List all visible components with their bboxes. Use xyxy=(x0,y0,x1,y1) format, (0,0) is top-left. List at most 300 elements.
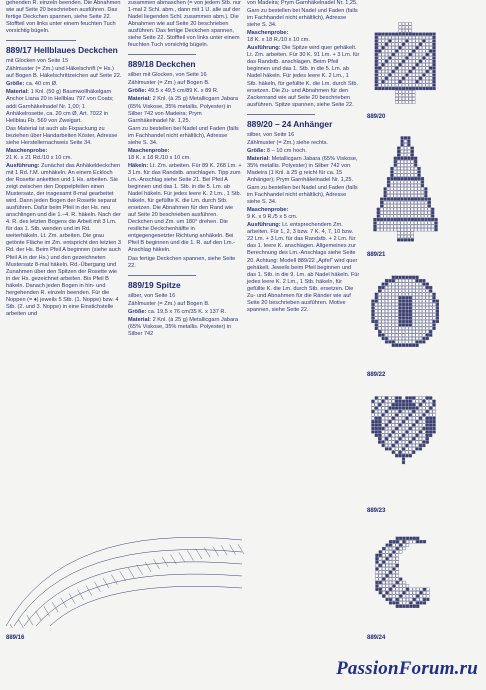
chart-cell xyxy=(397,147,400,150)
chart-cell xyxy=(396,540,399,543)
chart-cell xyxy=(416,414,419,417)
chart-cell xyxy=(406,537,409,540)
chart-cell xyxy=(414,208,417,211)
chart-cell xyxy=(376,581,379,584)
chart-cell xyxy=(428,205,431,208)
chart-cell xyxy=(392,444,395,447)
chart-cell xyxy=(392,317,395,320)
chart-cell xyxy=(399,327,402,330)
chart-cell xyxy=(426,67,429,70)
chart-cell xyxy=(395,444,398,447)
chart-cell xyxy=(401,174,404,177)
chart-cell xyxy=(425,188,428,191)
filet-chart-889-20 xyxy=(371,22,441,104)
chart-cell xyxy=(399,585,402,588)
chart-cell xyxy=(416,63,419,66)
chart-cell xyxy=(425,215,428,218)
chart-cell xyxy=(408,167,411,170)
chart-cell xyxy=(389,60,392,63)
chart-cell xyxy=(392,334,395,337)
chart-cell xyxy=(399,91,402,94)
chart-cell xyxy=(416,60,419,63)
chart-cell xyxy=(402,454,405,457)
chart-cell xyxy=(409,307,412,310)
chart-cell xyxy=(433,80,436,83)
chart-cell xyxy=(399,424,402,427)
separator xyxy=(128,275,196,276)
chart-cell xyxy=(399,324,402,327)
chart-cell xyxy=(427,591,430,594)
column-2 xyxy=(128,0,242,339)
chart-cell xyxy=(404,157,407,160)
chart-cell xyxy=(385,296,388,299)
chart-cell xyxy=(416,410,419,413)
chart-cell xyxy=(409,410,412,413)
chart-cell xyxy=(372,427,375,430)
chart-cell xyxy=(402,303,405,306)
chart-cell xyxy=(375,407,378,410)
chart-cell xyxy=(384,208,387,211)
chart-cell xyxy=(426,317,429,320)
chart-cell xyxy=(375,60,378,63)
chart-cell xyxy=(397,228,400,231)
chart-cell xyxy=(416,283,419,286)
chart-cell xyxy=(404,228,407,231)
chart-cell xyxy=(409,43,412,46)
chart-cell xyxy=(382,307,385,310)
chart-cell xyxy=(389,547,392,550)
chart-cell xyxy=(423,330,426,333)
chart-cell xyxy=(423,57,426,60)
chart-cell xyxy=(380,205,383,208)
chart-cell xyxy=(385,57,388,60)
chart-cell xyxy=(408,208,411,211)
chart-cell xyxy=(386,544,389,547)
chart-cell xyxy=(418,208,421,211)
chart-cell xyxy=(392,341,395,344)
chart-cell xyxy=(385,84,388,87)
chart-cell xyxy=(394,188,397,191)
chart-cell xyxy=(436,310,439,313)
chart-cell xyxy=(382,337,385,340)
chart-cell xyxy=(426,53,429,56)
chart-cell xyxy=(397,208,400,211)
chart-cell xyxy=(436,307,439,310)
chart-cell xyxy=(418,181,421,184)
chart-cell xyxy=(399,101,402,104)
chart-cell xyxy=(406,94,409,97)
chart-cell xyxy=(433,57,436,60)
stitch-symbol xyxy=(103,578,109,588)
chart-cell xyxy=(392,451,395,454)
chart-cell xyxy=(382,80,385,83)
chart-cell xyxy=(378,290,381,293)
chart-cell xyxy=(412,36,415,39)
chart-cell xyxy=(402,84,405,87)
chart-cell xyxy=(399,23,402,26)
chart-cell xyxy=(423,43,426,46)
chart-cell xyxy=(429,50,432,53)
chart-cell xyxy=(419,427,422,430)
chart-cell xyxy=(429,424,432,427)
chart-cell xyxy=(402,407,405,410)
chart-cell xyxy=(397,215,400,218)
chart-cell xyxy=(416,595,419,598)
chart-cell xyxy=(414,205,417,208)
chart-cell xyxy=(391,174,394,177)
chart-cell xyxy=(393,581,396,584)
chart-cell xyxy=(392,344,395,347)
chart-cell xyxy=(382,434,385,437)
chart-cell xyxy=(387,181,390,184)
chart-cell xyxy=(401,147,404,150)
chart-cell xyxy=(404,147,407,150)
chart-cell xyxy=(382,283,385,286)
chart-cell xyxy=(412,53,415,56)
chart-cell xyxy=(423,310,426,313)
chart-cell xyxy=(436,303,439,306)
chart-cell xyxy=(378,84,381,87)
chart-cell xyxy=(378,46,381,49)
chart-cell xyxy=(397,188,400,191)
chart-cell xyxy=(412,33,415,36)
chart-cell xyxy=(433,313,436,316)
chart-cell xyxy=(411,188,414,191)
chart-cell xyxy=(423,307,426,310)
chart-cell xyxy=(386,564,389,567)
chart-cell xyxy=(401,157,404,160)
chart-cell xyxy=(397,211,400,214)
chart-cell xyxy=(419,279,422,282)
chart-cell xyxy=(397,184,400,187)
chart-cell xyxy=(409,101,412,104)
chart-cell xyxy=(433,46,436,49)
chart-cell xyxy=(385,77,388,80)
chart-cell xyxy=(421,198,424,201)
chart-cell xyxy=(375,33,378,36)
chart-cell xyxy=(375,303,378,306)
chart-cell xyxy=(401,181,404,184)
chart-cell xyxy=(378,441,381,444)
chart-cell xyxy=(384,225,387,228)
chart-cell xyxy=(395,427,398,430)
chart-cell xyxy=(406,410,409,413)
chart-cell xyxy=(392,84,395,87)
crochet-diagram-889-16 xyxy=(4,528,244,628)
chart-cell xyxy=(423,420,426,423)
chart-cell xyxy=(401,218,404,221)
chart-cell xyxy=(392,427,395,430)
chart-cell xyxy=(412,334,415,337)
chart-cell xyxy=(427,598,430,601)
chart-cell xyxy=(389,33,392,36)
chart-cell xyxy=(416,605,419,608)
chart-cell xyxy=(412,341,415,344)
chart-cell xyxy=(429,407,432,410)
chart-cell xyxy=(385,303,388,306)
chart-cell xyxy=(423,410,426,413)
chart-cell xyxy=(397,167,400,170)
chart-cell xyxy=(413,588,416,591)
chart-cell xyxy=(389,63,392,66)
chart-cell xyxy=(423,286,426,289)
chart-cell xyxy=(429,80,432,83)
chart-cell xyxy=(389,403,392,406)
chart-cell xyxy=(404,167,407,170)
chart-cell xyxy=(426,324,429,327)
chart-cell xyxy=(382,46,385,49)
chart-cell xyxy=(375,53,378,56)
chart-cell xyxy=(387,198,390,201)
chart-cell xyxy=(378,324,381,327)
chart-cell xyxy=(375,296,378,299)
chart-cell xyxy=(387,218,390,221)
chart-cell xyxy=(416,403,419,406)
chart-cell xyxy=(379,564,382,567)
chart-cell xyxy=(404,225,407,228)
chart-cell xyxy=(397,154,400,157)
chart-cell xyxy=(404,137,407,140)
chart-cell xyxy=(392,57,395,60)
chart-cell xyxy=(412,57,415,60)
chart-cell xyxy=(411,167,414,170)
chart-cell xyxy=(412,50,415,53)
chart-cell xyxy=(426,407,429,410)
chart-cell xyxy=(433,296,436,299)
chart-cell xyxy=(389,40,392,43)
chart-cell xyxy=(401,235,404,238)
chart-cell xyxy=(412,70,415,73)
chart-cell xyxy=(409,400,412,403)
chart-cell xyxy=(402,437,405,440)
chart-cell xyxy=(372,410,375,413)
chart-cell xyxy=(429,67,432,70)
chart-cell xyxy=(406,307,409,310)
chart-cell xyxy=(426,33,429,36)
chart-cell xyxy=(382,320,385,323)
chart-cell xyxy=(399,410,402,413)
chart-cell xyxy=(433,40,436,43)
chart-cell xyxy=(408,215,411,218)
stitch-symbol xyxy=(238,544,244,554)
chart-cell xyxy=(429,286,432,289)
chart-cell xyxy=(392,46,395,49)
chart-cell xyxy=(426,63,429,66)
chart-cell xyxy=(397,201,400,204)
chart-cell xyxy=(402,50,405,53)
chart-cell xyxy=(414,201,417,204)
chart-cell xyxy=(389,602,392,605)
chart-cell xyxy=(426,313,429,316)
chart-cell xyxy=(402,410,405,413)
chart-cell xyxy=(423,327,426,330)
chart-cell xyxy=(426,303,429,306)
chart-cell xyxy=(375,420,378,423)
chart-cell xyxy=(412,43,415,46)
chart-cell xyxy=(394,215,397,218)
chart-cell xyxy=(384,228,387,231)
chart-cell xyxy=(429,330,432,333)
chart-cell xyxy=(382,57,385,60)
chart-cell xyxy=(377,215,380,218)
stitch-symbol xyxy=(18,620,24,628)
chart-cell xyxy=(395,330,398,333)
chart-cell xyxy=(389,296,392,299)
chart-cell xyxy=(421,211,424,214)
chart-cell xyxy=(409,29,412,32)
chart-cell xyxy=(418,194,421,197)
chart-cell xyxy=(385,427,388,430)
chart-cell xyxy=(397,160,400,163)
chart-cell xyxy=(399,33,402,36)
chart-cell xyxy=(416,591,419,594)
chart-cell xyxy=(399,588,402,591)
chart-cell xyxy=(395,424,398,427)
chart-cell xyxy=(406,602,409,605)
chart-cell xyxy=(416,330,419,333)
stitch-symbol xyxy=(230,545,236,555)
chart-cell xyxy=(423,403,426,406)
chart-cell xyxy=(378,67,381,70)
chart-cell xyxy=(404,171,407,174)
chart-cell xyxy=(392,410,395,413)
chart-cell xyxy=(426,296,429,299)
chart-cell xyxy=(402,344,405,347)
chart-cell xyxy=(392,74,395,77)
col3-subtitle: silber, von Seite 16 xyxy=(247,131,295,138)
chart-cell xyxy=(418,201,421,204)
chart-cell xyxy=(385,337,388,340)
chart-cell xyxy=(389,43,392,46)
chart-cell xyxy=(411,181,414,184)
chart-cell xyxy=(403,537,406,540)
col2-material2: Garn zu bestellen bei Nadel und Faden (falls im Fachhandel nicht erhältlich), Adresse siehe S. 34. xyxy=(128,125,239,146)
chart-cell xyxy=(406,424,409,427)
chart-cell xyxy=(426,307,429,310)
chart-cell xyxy=(389,540,392,543)
chart-cell xyxy=(389,568,392,571)
chart-cell xyxy=(391,205,394,208)
heading-889-18: 889/18 Deckchen xyxy=(128,59,196,70)
chart-cell xyxy=(423,77,426,80)
chart-cell xyxy=(375,307,378,310)
chart-cell xyxy=(372,317,375,320)
chart-cell xyxy=(402,87,405,90)
chart-cell xyxy=(402,420,405,423)
chart-cell xyxy=(408,194,411,197)
chart-cell xyxy=(402,290,405,293)
chart-cell xyxy=(408,235,411,238)
chart-cell xyxy=(429,417,432,420)
chart-cell xyxy=(393,602,396,605)
chart-cell xyxy=(392,303,395,306)
chart-cell xyxy=(385,434,388,437)
chart-cell xyxy=(378,414,381,417)
chart-cell xyxy=(426,330,429,333)
chart-cell xyxy=(394,191,397,194)
chart-cell xyxy=(423,397,426,400)
chart-cell xyxy=(397,171,400,174)
chart-cell xyxy=(380,208,383,211)
chart-cell xyxy=(396,605,399,608)
chart-cell xyxy=(419,337,422,340)
chart-cell xyxy=(399,286,402,289)
chart-cell xyxy=(402,57,405,60)
chart-cell xyxy=(386,551,389,554)
chart-cell xyxy=(419,283,422,286)
chart-cell xyxy=(409,276,412,279)
chart-cell xyxy=(409,293,412,296)
chart-cell xyxy=(420,602,423,605)
chart-cell xyxy=(375,40,378,43)
stitch-symbol xyxy=(154,559,160,569)
chart-cell xyxy=(416,327,419,330)
chart-cell xyxy=(429,397,432,400)
chart-cell xyxy=(392,50,395,53)
chart-cell xyxy=(418,171,421,174)
chart-cell xyxy=(392,53,395,56)
chart-cell xyxy=(401,137,404,140)
chart-cell xyxy=(399,437,402,440)
chart-cell xyxy=(416,80,419,83)
chart-cell xyxy=(413,591,416,594)
chart-cell xyxy=(401,225,404,228)
chart-cell xyxy=(423,36,426,39)
chart-cell xyxy=(408,164,411,167)
chart-cell xyxy=(397,194,400,197)
chart-cell xyxy=(402,101,405,104)
chart-cell xyxy=(399,537,402,540)
stitch-symbol xyxy=(61,598,67,608)
chart-cell xyxy=(395,454,398,457)
chart-cell xyxy=(421,228,424,231)
chart-cell xyxy=(401,222,404,225)
chart-cell xyxy=(396,591,399,594)
chart-cell xyxy=(412,444,415,447)
chart-cell xyxy=(409,40,412,43)
chart-cell xyxy=(399,300,402,303)
chart-cell xyxy=(412,327,415,330)
chart-cell xyxy=(399,57,402,60)
chart-cell xyxy=(431,215,434,218)
chart-cell xyxy=(426,414,429,417)
chart-cell xyxy=(419,67,422,70)
chart-cell xyxy=(413,595,416,598)
column-3 xyxy=(247,0,360,315)
chart-cell xyxy=(393,540,396,543)
chart-cell xyxy=(399,97,402,100)
chart-cell xyxy=(403,588,406,591)
chart-cell xyxy=(409,80,412,83)
chart-cell xyxy=(389,448,392,451)
chart-cell xyxy=(433,77,436,80)
chart-cell xyxy=(395,327,398,330)
chart-cell xyxy=(416,74,419,77)
chart-cell xyxy=(433,67,436,70)
chart-cell xyxy=(406,437,409,440)
chart-cell xyxy=(419,303,422,306)
chart-cell xyxy=(375,417,378,420)
chart-cell xyxy=(399,397,402,400)
chart-cell xyxy=(385,330,388,333)
chart-cell xyxy=(416,540,419,543)
chart-cell xyxy=(399,36,402,39)
chart-cell xyxy=(393,578,396,581)
chart-cell xyxy=(411,171,414,174)
chart-cell xyxy=(408,174,411,177)
chart-cell xyxy=(401,215,404,218)
chart-cell xyxy=(380,225,383,228)
